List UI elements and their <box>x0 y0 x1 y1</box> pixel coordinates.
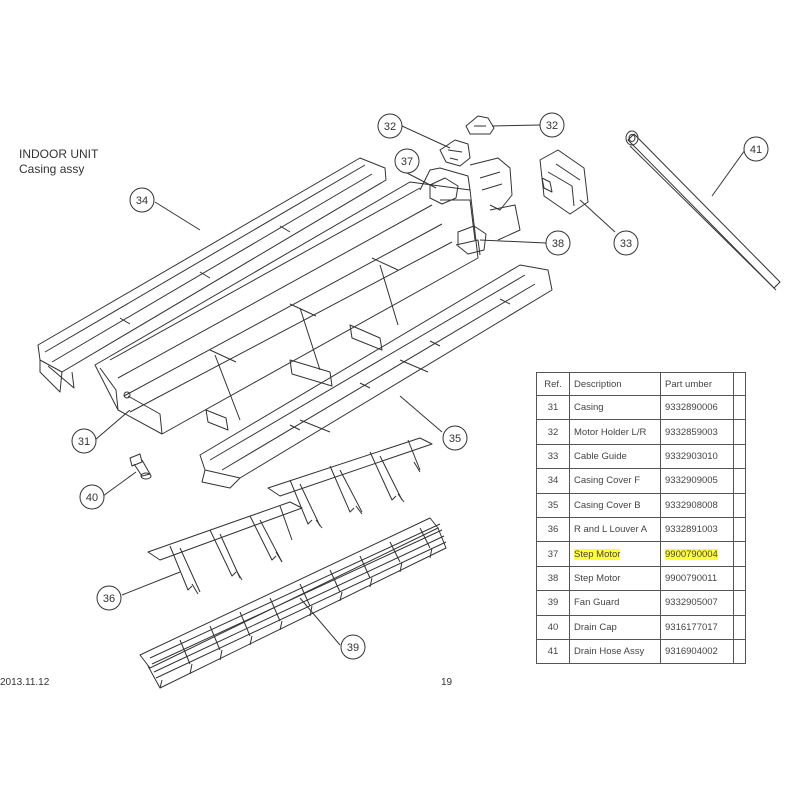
blank-cell <box>734 615 746 639</box>
callout-number: 32 <box>383 121 397 133</box>
part-39-fan-guard <box>140 518 446 688</box>
description-cell: Drain Hose Assy <box>570 639 661 663</box>
table-row <box>537 639 746 663</box>
table-row <box>537 493 746 517</box>
callout-32-right <box>540 113 564 137</box>
callout-37 <box>395 149 419 173</box>
blank-cell <box>734 542 746 566</box>
page-number: 19 <box>441 677 453 688</box>
callout-number: 39 <box>346 642 360 654</box>
parts-table-header-row <box>537 373 746 396</box>
blank-cell <box>734 566 746 590</box>
highlighted-text: Step Motor <box>574 548 621 560</box>
description-cell: Cable Guide <box>570 444 661 468</box>
table-row <box>537 444 746 468</box>
ref-cell: 35 <box>537 493 570 517</box>
part-number-cell: 9332890006 <box>661 396 734 420</box>
blank-cell <box>734 469 746 493</box>
table-row <box>537 517 746 541</box>
callout-number: 41 <box>749 144 763 156</box>
part-number-cell: 9332908008 <box>661 493 734 517</box>
part-number-cell: 9900790011 <box>661 566 734 590</box>
highlighted-text: 9900790004 <box>665 548 718 560</box>
callout-number: 38 <box>551 238 565 250</box>
header-part-number: Part umber <box>661 373 734 396</box>
table-row <box>537 591 746 615</box>
footer-date: 2013.11.12 <box>0 677 50 688</box>
ref-cell: 40 <box>537 615 570 639</box>
table-row <box>537 615 746 639</box>
part-32-motor-holder-r <box>466 116 494 134</box>
callout-39 <box>341 635 365 659</box>
ref-cell: 34 <box>537 469 570 493</box>
callout-40 <box>80 485 104 509</box>
part-35-casing-cover-b <box>200 265 552 488</box>
part-36-louver-group-left <box>148 502 302 594</box>
ref-cell: 41 <box>537 639 570 663</box>
ref-cell: 32 <box>537 420 570 444</box>
part-number-cell: 9316177017 <box>661 615 734 639</box>
ref-cell: 38 <box>537 566 570 590</box>
ref-cell: 37 <box>537 542 570 566</box>
callout-36 <box>97 586 121 610</box>
blank-cell <box>734 591 746 615</box>
callout-38 <box>546 231 570 255</box>
part-31-casing <box>95 168 480 434</box>
parts-table-body <box>537 396 746 664</box>
blank-cell <box>734 493 746 517</box>
part-number-cell: 9332903010 <box>661 444 734 468</box>
part-number-cell <box>661 542 734 566</box>
table-row <box>537 542 746 566</box>
part-number-cell: 9332891003 <box>661 517 734 541</box>
part-40-drain-cap <box>130 454 151 479</box>
description-cell: Casing <box>570 396 661 420</box>
blank-cell <box>734 396 746 420</box>
blank-cell <box>734 420 746 444</box>
ref-cell: 33 <box>537 444 570 468</box>
description-cell: Step Motor <box>570 566 661 590</box>
part-number-cell: 9332909005 <box>661 469 734 493</box>
callout-number: 35 <box>448 433 462 445</box>
part-36-louver-group-right <box>268 438 432 528</box>
callout-number: 33 <box>619 238 633 250</box>
part-number-cell: 9316904002 <box>661 639 734 663</box>
header-ref: Ref. <box>537 373 570 396</box>
ref-cell: 39 <box>537 591 570 615</box>
description-cell: R and L Louver A <box>570 517 661 541</box>
blank-cell <box>734 444 746 468</box>
callout-number: 32 <box>545 120 559 132</box>
description-cell: Motor Holder L/R <box>570 420 661 444</box>
header-description: Description <box>570 373 661 396</box>
blank-cell <box>734 639 746 663</box>
callout-33 <box>614 231 638 255</box>
header-blank <box>734 373 746 396</box>
callout-number: 31 <box>77 436 91 448</box>
callout-number: 36 <box>102 593 116 605</box>
table-row <box>537 566 746 590</box>
table-row <box>537 469 746 493</box>
callout-41 <box>744 137 768 161</box>
description-cell: Casing Cover B <box>570 493 661 517</box>
title-line-1: INDOOR UNIT <box>19 147 99 161</box>
parts-table <box>536 372 746 664</box>
part-34-casing-cover-f <box>38 158 386 392</box>
callout-number: 37 <box>400 156 414 168</box>
blank-cell <box>734 517 746 541</box>
table-row <box>537 396 746 420</box>
callout-number: 34 <box>135 195 149 207</box>
callout-number: 40 <box>85 492 99 504</box>
description-cell <box>570 542 661 566</box>
part-number-cell: 9332905007 <box>661 591 734 615</box>
ref-cell: 36 <box>537 517 570 541</box>
callout-35 <box>443 426 467 450</box>
part-number-cell: 9332859003 <box>661 420 734 444</box>
description-cell: Drain Cap <box>570 615 661 639</box>
title-line-2: Casing assy <box>19 162 85 176</box>
callout-32-left <box>378 114 402 138</box>
table-row <box>537 420 746 444</box>
callout-31 <box>72 429 96 453</box>
part-32-motor-holder-l <box>440 140 470 166</box>
description-cell: Fan Guard <box>570 591 661 615</box>
description-cell: Casing Cover F <box>570 469 661 493</box>
ref-cell: 31 <box>537 396 570 420</box>
part-33-cable-guide <box>540 150 588 214</box>
callout-34 <box>130 188 154 212</box>
